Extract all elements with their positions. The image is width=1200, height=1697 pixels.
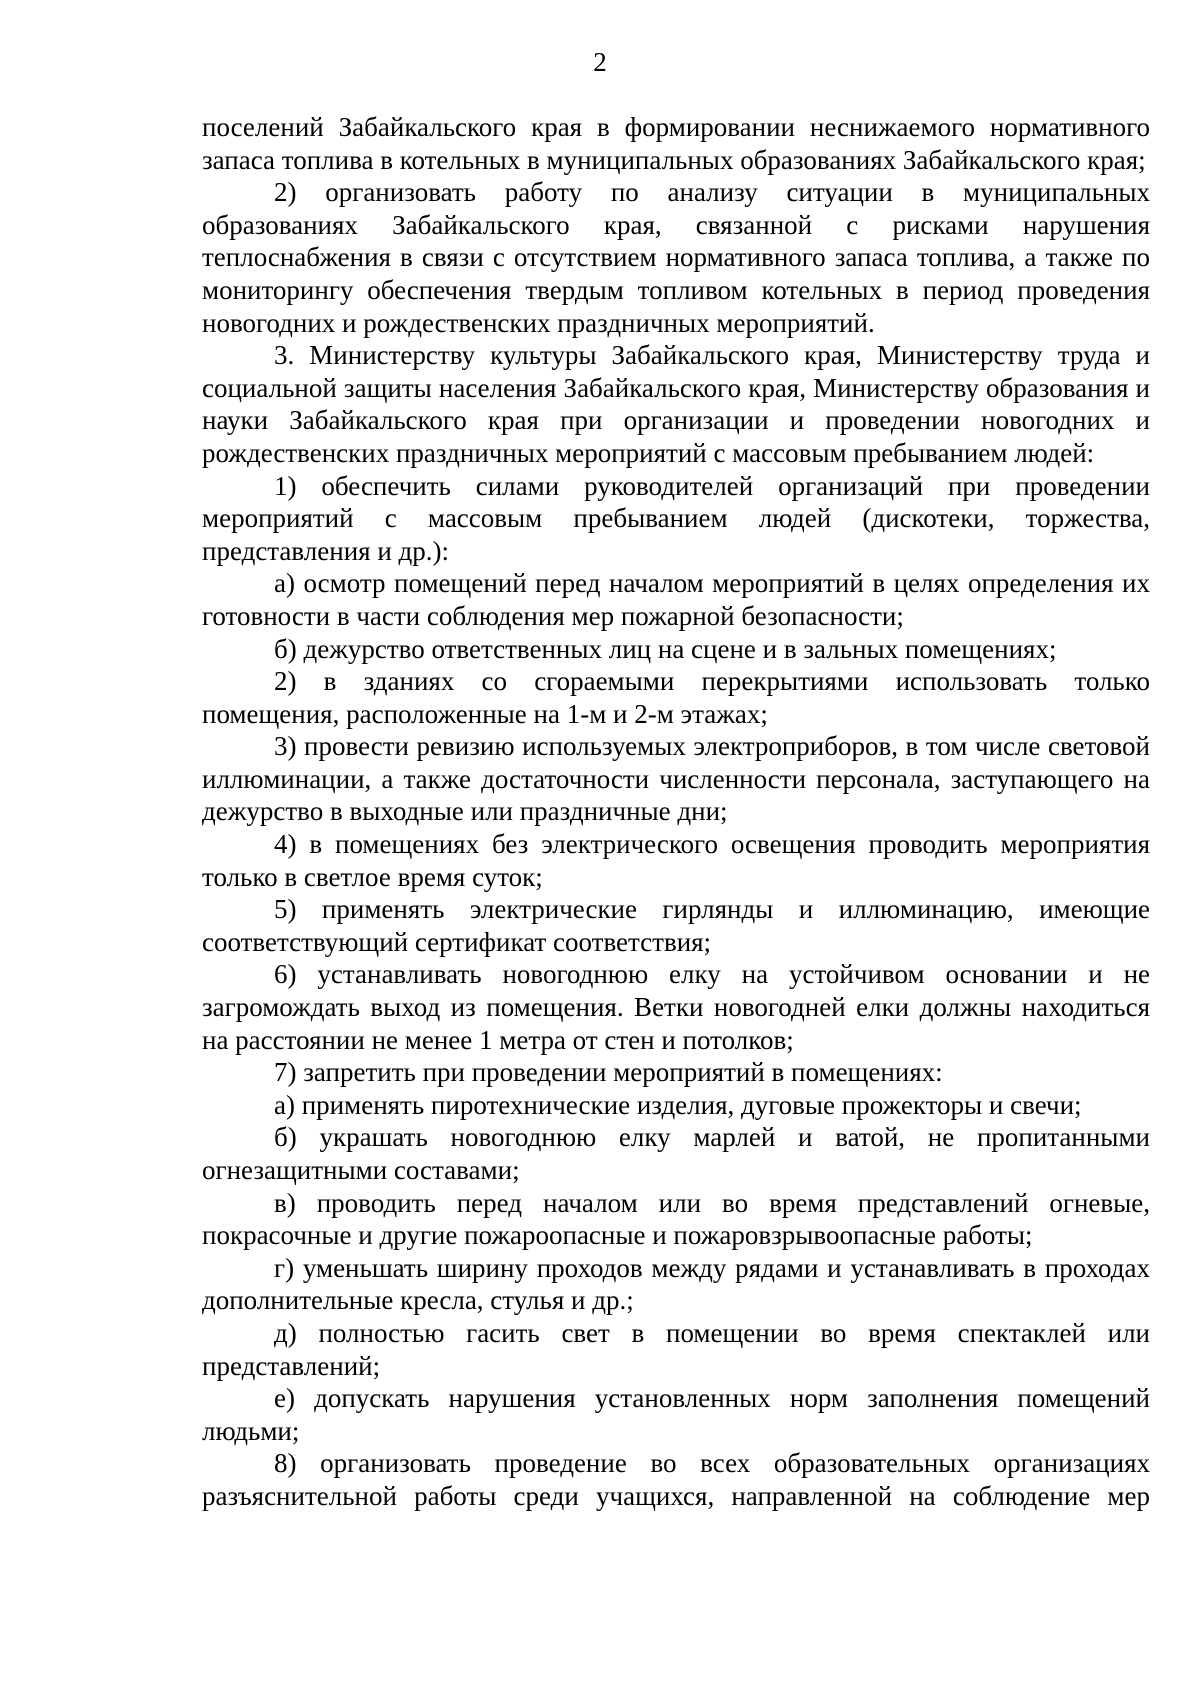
paragraph: б) дежурство ответственных лиц на сцене и в зальных помещениях; xyxy=(274,633,1057,664)
paragraph: д) полностью гасить свет в помещении во время спектаклей или представлений; xyxy=(202,1317,1150,1381)
paragraph: 4) в помещениях без электрического освещения проводить мероприятия только в светлое время суток; xyxy=(202,829,1150,892)
paragraph: а) применять пиротехнические изделия, дуговые прожекторы и свечи; xyxy=(274,1089,1082,1120)
document-body xyxy=(202,111,1150,1513)
paragraph: 3) провести ревизию используемых электроприборов, в том числе световой иллюминации, а также достаточности численности персонала, заступающего на дежурство в выходные или праздничные дни; xyxy=(202,731,1150,827)
paragraph: 7) запретить при проведении мероприятий в помещениях: xyxy=(274,1057,943,1088)
paragraph: 1) обеспечить силами руководителей организаций при проведении мероприятий с массовым пребыванием людей (дискотеки, торжества, представления и др.): xyxy=(202,470,1150,566)
paragraph: г) уменьшать ширину проходов между рядами и устанавливать в проходах дополнительные кресла, стулья и др.; xyxy=(202,1252,1150,1316)
paragraph: а) осмотр помещений перед началом мероприятий в целях определения их готовности в части соблюдения мер пожарной безопасности; xyxy=(202,568,1150,631)
paragraph: б) украшать новогоднюю елку марлей и ватой, не пропитанными огнезащитными составами; xyxy=(202,1122,1150,1185)
paragraph: 3. Министерству культуры Забайкальского края, Министерству труда и социальной защиты населения Забайкальского края, Министерству образования и науки Забайкальского края при организации и проведении новогодних и рождественских праздничных мероприятий с массовым пребыванием людей: xyxy=(202,340,1150,468)
paragraph: 6) устанавливать новогоднюю елку на устойчивом основании и не загромождать выход из помещения. Ветки новогодней елки должны находиться на расстоянии не менее 1 метра от стен и потолков; xyxy=(202,959,1150,1055)
paragraph: е) допускать нарушения установленных норм заполнения помещений людьми; xyxy=(202,1383,1150,1446)
paragraph: 2) в зданиях со сгораемыми перекрытиями использовать только помещения, расположенные на 1-м и 2-м этажах; xyxy=(202,666,1150,729)
page-number: 2 xyxy=(593,47,607,77)
paragraph: 2) организовать работу по анализу ситуации в муниципальных образованиях Забайкальского края, связанной с рисками нарушения теплоснабжения в связи с отсутствием нормативного запаса топлива, а также по мониторингу обеспечения твердым топливом котельных в период проведения новогодних и рождественских праздничных мероприятий. xyxy=(202,177,1150,338)
paragraph: поселений Забайкальского края в формировании неснижаемого нормативного запаса топлива в котельных в муниципальных образованиях Забайкальского края; xyxy=(202,112,1150,175)
paragraph: 5) применять электрические гирлянды и иллюминацию, имеющие соответствующий сертификат соответствия; xyxy=(202,894,1150,957)
paragraph: в) проводить перед началом или во время представлений огневые, покрасочные и другие пожароопасные и пожаровзрывоопасные работы; xyxy=(202,1187,1150,1251)
paragraph: 8) организовать проведение во всех образовательных организациях разъяснительной работы среди учащихся, направленной на соблюдение мер xyxy=(202,1448,1150,1511)
